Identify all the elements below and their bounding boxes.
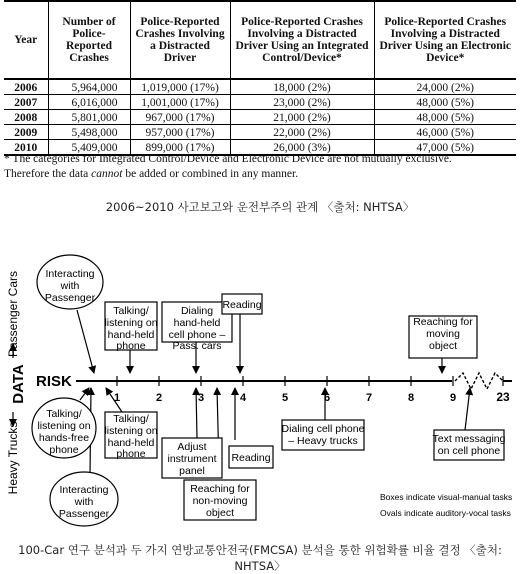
table-row: [4, 95, 516, 110]
cell-integrated: 26,000 (3%): [230, 140, 374, 156]
footnote-line-2: [4, 167, 516, 182]
cell-electronic: 48,000 (5%): [374, 95, 516, 110]
cell-distracted: 899,000 (17%): [130, 140, 230, 156]
tick-label: 1: [113, 392, 121, 404]
table-row: [4, 125, 516, 140]
cell-electronic: 46,000 (5%): [374, 125, 516, 140]
tick-label: 23: [496, 390, 510, 404]
axis-break: [455, 373, 503, 389]
data-label: DATA: [10, 364, 27, 404]
header-electronic: Police-Reported Crashes Involving a Distracted Driver Using an Electronic Device*: [374, 1, 516, 79]
cell-electronic: 24,000 (2%): [374, 79, 516, 95]
tick-label: 6: [323, 392, 331, 404]
cell-year: 2009: [4, 125, 48, 140]
connector-line: [196, 388, 197, 438]
cell-crashes: 5,409,000: [48, 140, 130, 156]
diagram-caption: 100-Car 연구 분석과 두 가지 연방교통안전국(FMCSA) 분석을 통한 위험확률 비율 결정 〈출처: NHTSA〉: [18, 543, 502, 573]
crash-table: [4, 0, 516, 156]
box-reading-bottom-text: Reading: [231, 452, 271, 464]
cell-year: 2010: [4, 140, 48, 156]
tick-label: 3: [197, 392, 205, 404]
cell-year: 2006: [4, 79, 48, 95]
table-header-row: [4, 1, 516, 79]
heavy-trucks-label: Heavy Trucks: [6, 421, 20, 495]
risk-label: RISK: [36, 373, 72, 390]
cell-year: 2007: [4, 95, 48, 110]
cell-integrated: 18,000 (2%): [230, 79, 374, 95]
oval-top-text: Interacting with Passenger: [44, 268, 96, 304]
cell-electronic: 47,000 (5%): [374, 140, 516, 156]
box-bottom-talking-text: Talking/ listening on hand-held phone: [104, 413, 158, 460]
crash-table-section: [4, 0, 516, 156]
connector-line: [77, 310, 94, 373]
oval-bottom-text: Interacting with Passenger: [58, 484, 110, 520]
cell-crashes: 5,964,000: [48, 79, 130, 95]
cell-distracted: 1,001,000 (17%): [130, 95, 230, 110]
legend-ovals: Ovals indicate auditory-vocal tasks: [380, 508, 511, 518]
cell-integrated: 22,000 (2%): [230, 125, 374, 140]
cell-integrated: 23,000 (2%): [230, 95, 374, 110]
table-row: [4, 110, 516, 125]
cell-distracted: 957,000 (17%): [130, 125, 230, 140]
connector-line: [465, 388, 470, 430]
tick-label: 4: [239, 392, 247, 404]
header-distracted: Police-Reported Crashes Involving a Distracted Driver: [130, 1, 230, 79]
passenger-cars-label: Passenger Cars: [6, 270, 20, 358]
box-reading-top-text: Reading: [222, 299, 262, 311]
footnote-line-1: * The categories for Integrated Control/Device and Electronic Device are not mutually exclusive.: [4, 153, 452, 165]
cell-crashes: 6,016,000: [48, 95, 130, 110]
table-footnote: [4, 152, 516, 182]
header-integrated: Police-Reported Crashes Involving a Distracted Driver Using an Integrated Control/Device*: [230, 1, 374, 79]
box-dialing-text-2: Pass. cars: [172, 340, 222, 352]
header-crashes: Number of Police-Reported Crashes: [48, 1, 130, 79]
legend-boxes: Boxes indicate visual-manual tasks: [380, 492, 513, 502]
risk-diagram: [0, 222, 520, 538]
header-year: Year: [4, 1, 48, 79]
tick-label: 9: [449, 392, 457, 404]
tick-label: 5: [281, 392, 289, 404]
table-row: [4, 79, 516, 95]
box-text-messaging-text: Text messaging on cell phone: [432, 433, 506, 457]
oval-handsfree-text: Talking/ listening on hands-free phone: [37, 408, 91, 456]
footnote-text: Therefore the data: [4, 168, 92, 180]
cell-crashes: 5,801,000: [48, 110, 130, 125]
tick-label: 7: [365, 392, 373, 404]
box-reaching-moving-text: Reaching for moving object: [413, 316, 473, 352]
box-dialing-trucks-text: Dialing cell phone – Heavy trucks: [281, 423, 365, 447]
tick-label: 8: [407, 392, 415, 404]
cell-electronic: 48,000 (5%): [374, 110, 516, 125]
cell-distracted: 967,000 (17%): [130, 110, 230, 125]
tick-label: 2: [155, 392, 163, 404]
box-adjust-text: Adjust instrument panel: [167, 441, 217, 477]
cell-distracted: 1,019,000 (17%): [130, 79, 230, 95]
cell-year: 2008: [4, 110, 48, 125]
box-reaching-nonmoving-text: Reaching for non-moving object: [190, 483, 250, 519]
footnote-text-end: be added or combined in any manner.: [122, 168, 299, 180]
table-caption: 2006~2010 사고보고와 운전부주의 관계 〈출처: NHTSA〉: [105, 200, 415, 214]
connector-line: [80, 388, 89, 400]
box-top-talking-text: Talking/ listening on hand-held phone: [104, 305, 158, 352]
cell-crashes: 5,498,000: [48, 125, 130, 140]
box-dialing-text: Dialing hand-held cell phone –: [168, 305, 226, 341]
footnote-emphasis: cannot: [91, 168, 123, 180]
cell-integrated: 21,000 (2%): [230, 110, 374, 125]
